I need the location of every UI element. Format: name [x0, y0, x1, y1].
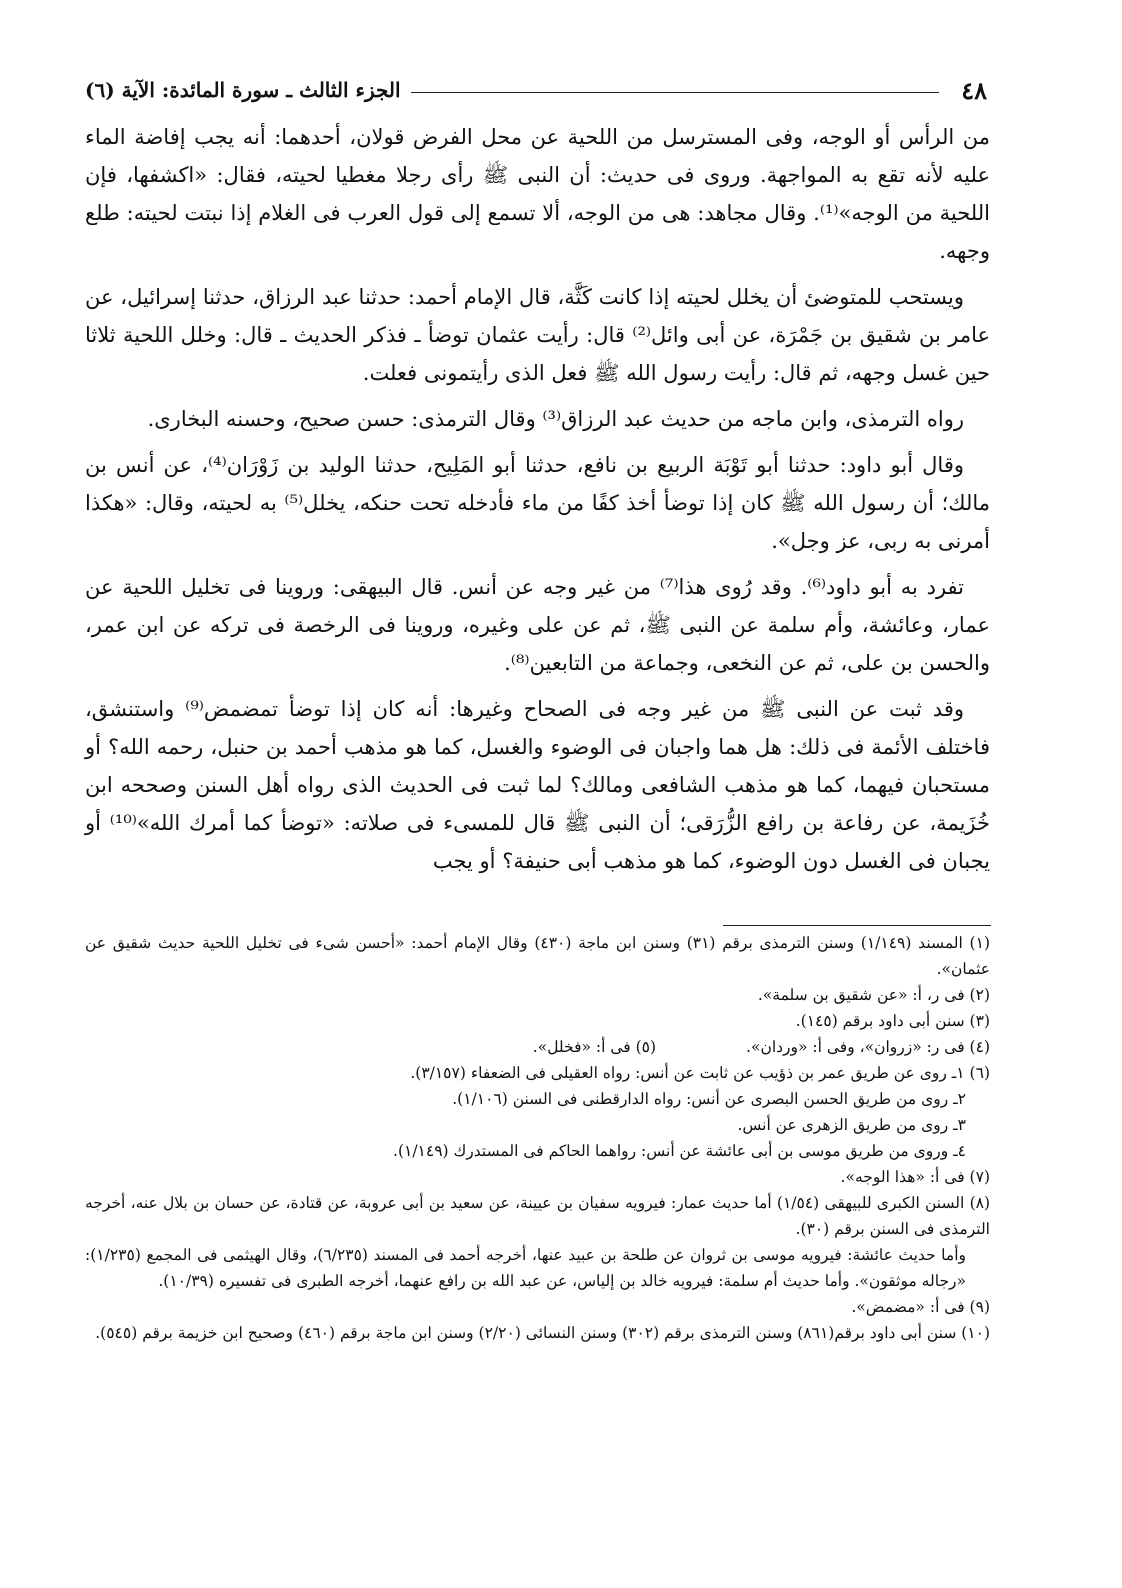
paragraph: من الرأس أو الوجه، وفى المسترسل من اللحية عن محل الفرض قولان، أحدهما: أنه يجب إفاضة الماء عليه لأنه تقع به المواجهة. وروى فى حديث: أن النبى ﷺ رأى رجلا مغطيا لحيته، فقال: «اكشفها، فإن اللحية من الوجه»⁽¹⁾. وقال مجاهد: هى من الوجه، ألا تسمع إلى قول العرب فى الغلام إذا نبتت لحيته: طلع وجهه. [85, 125, 990, 263]
paragraph: وقد ثبت عن النبى ﷺ من غير وجه فى الصحاح وغيرها: أنه كان إذا توضأ تمضمض⁽⁹⁾ واستنشق، فاختلف الأئمة فى ذلك: هل هما واجبان فى الوضوء والغسل، كما هو مذهب أحمد بن حنبل، رحمه الله؟ أو مستحبان فيهما، كما هو مذهب الشافعى ومالك؟ لما ثبت فى الحديث الذى رواه أهل السنن وصححه ابن خُزَيمة، عن رفاعة بن رافع الزُّرَقى؛ أن النبى ﷺ قال للمسىء فى صلاته: «توضأ كما أمرك الله»⁽¹⁰⁾ أو يجبان فى الغسل دون الوضوء، كما هو مذهب أبى حنيفة؟ أو يجب [85, 697, 990, 873]
footnotes [85, 930, 990, 1346]
running-title: الجزء الثالث ـ سورة المائدة: الآية (٦) [85, 78, 401, 102]
paragraph: رواه الترمذى، وابن ماجه من حديث عبد الرزاق⁽³⁾ وقال الترمذى: حسن صحيح، وحسنه البخارى. [147, 407, 964, 431]
footnote: (٩) فى أ: «مضمض». [851, 1298, 990, 1316]
footnote-separator [723, 925, 991, 926]
footnote: (١) المسند (١/١٤٩) وسنن الترمذى برقم (٣١) وسنن ابن ماجة (٤٣٠) وقال الإمام أحمد: «أحسن شىء فى تخليل اللحية حديث شقيق عن عثمان». [85, 934, 990, 978]
footnote: (٧) فى أ: «هذا الوجه». [840, 1168, 990, 1186]
running-header [85, 70, 987, 110]
footnote: (٨) السنن الكبرى للبيهقى (١/٥٤) أما حديث عمار: فيرويه سفيان بن عيينة، عن سعيد بن أبى عروبة، عن قتادة، عن حسان بن بلال عنه، أخرجه الترمذى فى السنن برقم (٣٠). [85, 1194, 991, 1238]
footnote: (٥) فى أ: «فخلل». [532, 1038, 657, 1056]
main-text [85, 118, 990, 888]
page-number: ٤٨ [961, 75, 987, 105]
footnote: (٦) ١ـ روى عن طريق عمر بن ذؤيب عن ثابت عن أنس: رواه العقيلى فى الضعفاء (٣/١٥٧). [410, 1064, 990, 1082]
paragraph: ويستحب للمتوضئ أن يخلل لحيته إذا كانت كَثَّة، قال الإمام أحمد: حدثنا عبد الرزاق، حدثنا إسرائيل، عن عامر بن شقيق بن جَمْرَة، عن أبى وائل⁽²⁾ قال: رأيت عثمان توضأ ـ فذكر الحديث ـ قال: وخلل اللحية ثلاثا حين غسل وجهه، ثم قال: رأيت رسول الله ﷺ فعل الذى رأيتمونى فعلت. [85, 285, 991, 385]
footnote: (١٠) سنن أبى داود برقم(٨٦١) وسنن الترمذى برقم (٣٠٢) وسنن النسائى (٢/٢٠) وسنن ابن ماجة برقم (٤٦٠) وصحيح ابن خزيمة برقم (٥٤٥). [95, 1324, 990, 1342]
footnote-row [85, 1034, 990, 1060]
footnote-continuation: وأما حديث عائشة: فيرويه موسى بن ثروان عن طلحة بن عبيد عنها، أخرجه أحمد فى المسند (٦/٢٣٥)، وقال الهيثمى فى المجمع (١/٢٣٥): «رجاله موثقون». وأما حديث أم سلمة: فيرويه خالد بن إلياس، عن عبد الله بن رافع عنهما، أخرجه الطبرى فى تفسيره (١٠/٣٩). [85, 1246, 966, 1290]
footnote: (٣) سنن أبى داود برقم (١٤٥). [795, 1012, 990, 1030]
paragraph: وقال أبو داود: حدثنا أبو تَوْبَة الربيع بن نافع، حدثنا أبو المَلِيح، حدثنا الوليد بن زَوْرَان⁽⁴⁾، عن أنس بن مالك؛ أن رسول الله ﷺ كان إذا توضأ أخذ كفًا من ماء فأدخله تحت حنكه، يخلل⁽⁵⁾ به لحيته، وقال: «هكذا أمرنى به ربى، عز وجل». [85, 453, 990, 553]
paragraph: تفرد به أبو داود⁽⁶⁾. وقد رُوى هذا⁽⁷⁾ من غير وجه عن أنس. قال البيهقى: وروينا فى تخليل اللحية عن عمار، وعائشة، وأم سلمة عن النبى ﷺ، ثم عن على وغيره، وروينا فى الرخصة فى تركه عن ابن عمر، والحسن بن على، ثم عن النخعى، وجماعة من التابعين⁽⁸⁾. [85, 575, 990, 675]
footnote: (٤) فى ر: «زروان»، وفى أ: «وردان». [746, 1038, 990, 1056]
footnote-subitem: ٢ـ روى من طريق الحسن البصرى عن أنس: رواه الدارقطنى فى السنن (١/١٠٦). [452, 1090, 966, 1108]
header-rule [411, 92, 940, 93]
footnote: (٢) فى ر، أ: «عن شقيق بن سلمة». [757, 986, 990, 1004]
footnote-subitem: ٣ـ روى من طريق الزهرى عن أنس. [737, 1116, 966, 1134]
footnote-subitem: ٤ـ وروى من طريق موسى بن أبى عائشة عن أنس: رواهما الحاكم فى المستدرك (١/١٤٩). [393, 1142, 966, 1160]
